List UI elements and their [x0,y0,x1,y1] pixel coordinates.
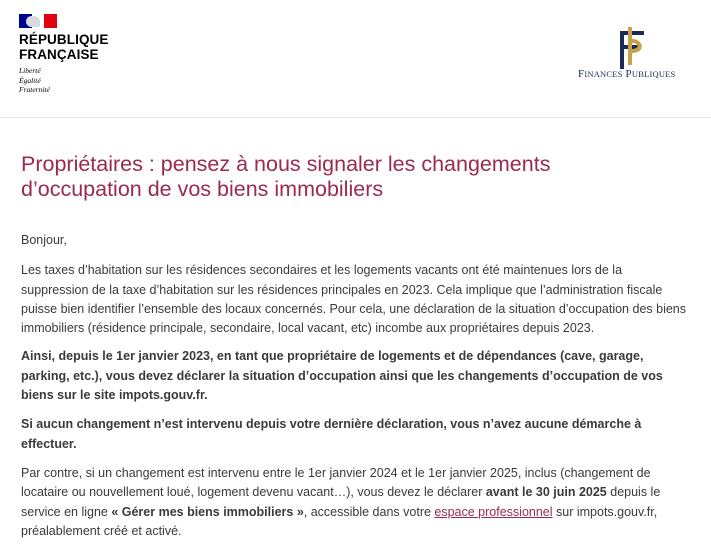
finances-publiques-logo-icon [614,25,650,71]
deadline-text: avant le 30 juin 2025 [485,485,607,500]
service-name: « Gérer mes biens immobiliers » [111,504,304,519]
motto-egalite: Égalité [19,75,41,85]
motto-liberte: Liberté [19,66,41,75]
marianne-flag-icon [19,14,57,28]
republique-francaise-label [19,32,109,62]
title-line-1: Propriétaires : pensez à nous signaler les changements [21,152,551,176]
paragraph-obligation: Ainsi, depuis le 1er janvier 2023, en tant que propriétaire de logements et de dépendances (cave, garage, parking, etc.), vous devez déclarer la situation d’occupation ainsi que les changements d’occupation de vos biens sur le site impots.gouv.fr. [21,349,663,403]
republic-motto [19,66,50,95]
paragraph-deadline: Par contre, si un changement est intervenu entre le 1er janvier 2024 et le 1er janvier 2025, inclus (changement de locataire ou nouvellement loué, logement devenu vacant…), vous devez le déclarer avant le 30 juin 2025 depuis le service en ligne « Gérer mes biens immobiliers », accessible dans votre espace professionnel sur impots.gouv.fr, préalablement créé et activé. [21,465,661,538]
republic-line-1: RÉPUBLIQUE [19,32,109,47]
email-body [21,152,691,541]
espace-professionnel-link[interactable]: espace professionnel [434,504,553,519]
finances-publiques-label: FINANCES PUBLIQUES [578,68,676,80]
email-title [21,152,691,202]
republic-line-2: FRANÇAISE [19,47,99,62]
paragraph-context: Les taxes d’habitation sur les résidences secondaires et les logements vacants ont été maintenues lors de la suppression de la taxe d’habitation sur les résidences principales en 2023. Cela implique que l’administration fiscale puisse bien identifier l’ensemble des locaux concernés. Pour cela, une déclaration de la situation d’occupation des biens immobiliers (résidence principale, secondaire, local vacant, etc) incombe aux propriétaires depuis 2023. [21,263,686,336]
greeting: Bonjour, [21,233,67,247]
email-header [0,0,711,118]
motto-fraternite: Fraternité [19,85,50,94]
paragraph-no-change: Si aucun changement n’est intervenu depuis votre dernière déclaration, vous n’avez aucune démarche à effectuer. [21,417,642,451]
title-line-2: d’occupation de vos biens immobiliers [21,177,384,201]
